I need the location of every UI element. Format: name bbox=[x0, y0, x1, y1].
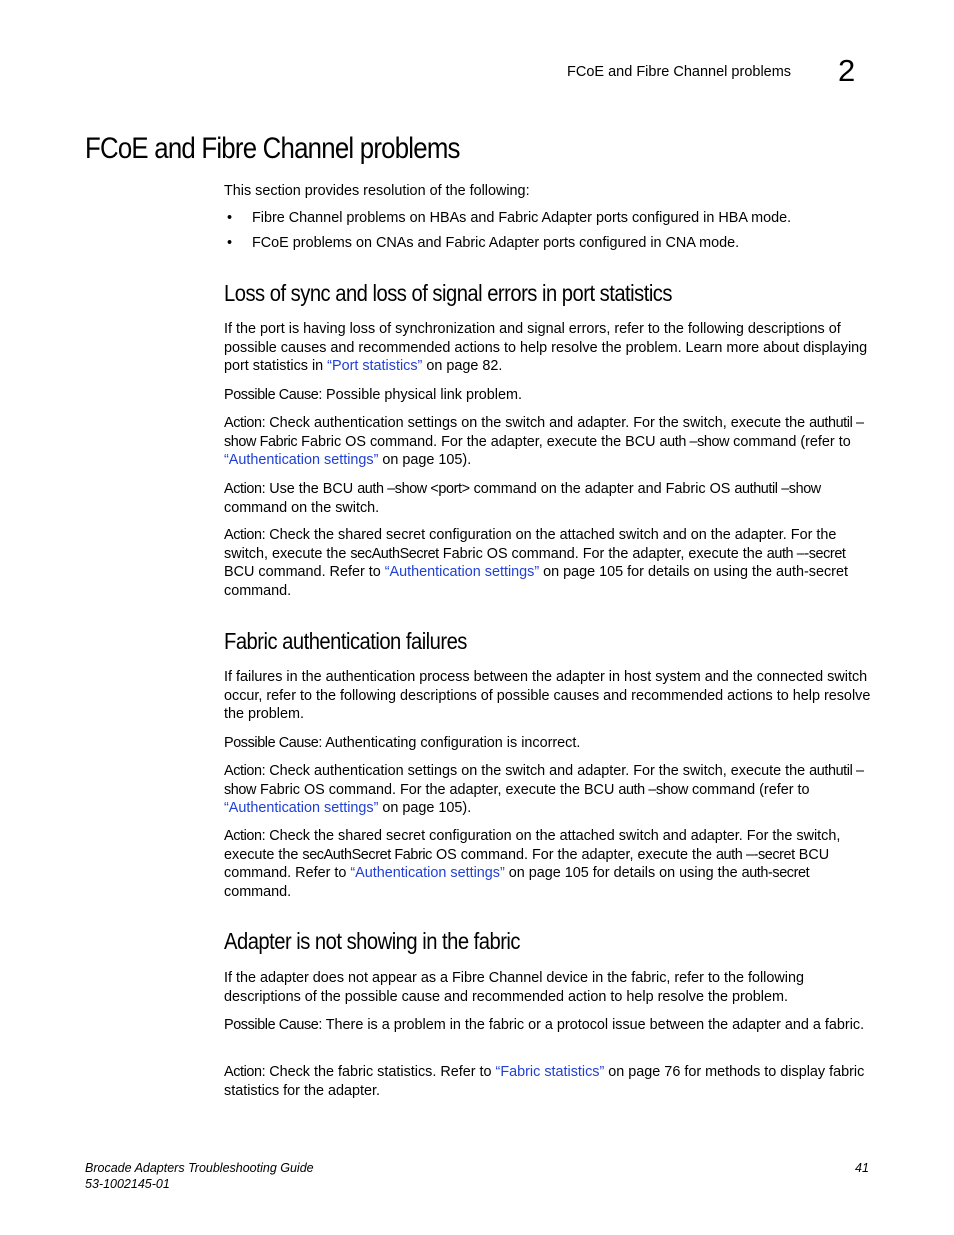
footer-page-number: 41 bbox=[855, 1161, 869, 1175]
link-authentication-settings[interactable]: “Authentication settings” bbox=[224, 452, 379, 469]
link-fabric-statistics[interactable]: “Fabric statistics” bbox=[495, 1064, 605, 1080]
command-text: auth –show <port> bbox=[357, 481, 470, 497]
possible-cause-label: Possible Cause: bbox=[224, 735, 322, 751]
chapter-number: 2 bbox=[838, 53, 856, 88]
action-item: Action: Use the BCU auth –show <port> command on the adapter and Fabric OS authutil –show command on the switch. bbox=[224, 481, 821, 516]
possible-cause: Possible Cause: Authenticating configuration is incorrect. bbox=[224, 735, 581, 751]
action-label: Action: bbox=[224, 763, 266, 779]
action-label: Action: bbox=[224, 1064, 266, 1080]
command-text: auth –show bbox=[659, 433, 730, 450]
footer-doc-number: 53-1002145-01 bbox=[85, 1177, 170, 1191]
action-item: Action: Check the shared secret configuration on the attached switch and adapter. For the switch, execute the secAuthSecret Fabric OS command. For the adapter, execute the auth –-secret BCU command. Refer to “Authentication settings” on page 105 for details on using the auth-secret command. bbox=[224, 828, 841, 901]
running-header-title: FCoE and Fibre Channel problems bbox=[567, 64, 792, 80]
command-text: auth –-secret bbox=[715, 846, 795, 863]
command-text: authutil –show bbox=[734, 481, 821, 497]
intro-text: This section provides resolution of the following: bbox=[224, 183, 530, 199]
link-port-statistics[interactable]: “Port statistics” bbox=[327, 358, 423, 375]
command-text: auth –-secret bbox=[766, 545, 846, 562]
action-label: Action: bbox=[224, 481, 266, 497]
action-item: Action: Check the fabric statistics. Refer to “Fabric statistics” on page 76 for methods to display fabric statistics for the adapter. bbox=[224, 1064, 865, 1099]
section-heading-fabric-auth-failures: Fabric authentication failures bbox=[224, 628, 467, 654]
command-text: auth-secret bbox=[741, 865, 810, 882]
bullet-marker: • bbox=[227, 210, 233, 226]
link-authentication-settings[interactable]: “Authentication settings” bbox=[384, 564, 540, 581]
action-item: Action: Check the shared secret configuration on the attached switch and on the adapter. For the switch, execute the secAuthSecret Fabric OS command. For the adapter, execute the auth –-secret BCU command. Refer to “Authentication settings” on page 105 for details on using the auth-secret command. bbox=[224, 527, 848, 600]
command-text: auth –show bbox=[618, 781, 688, 798]
intro-bullet-item: Fibre Channel problems on HBAs and Fabric Adapter ports configured in HBA mode. bbox=[252, 210, 792, 226]
action-item: Action: Check authentication settings on the switch and adapter. For the switch, execute the authutil –show Fabric OS command. For the adapter, execute the BCU auth –show command (refer to “Authentication settings” on page 105). bbox=[224, 763, 864, 817]
section-heading-loss-of-sync: Loss of sync and loss of signal errors in port statistics bbox=[224, 280, 672, 306]
action-label: Action: bbox=[224, 828, 266, 844]
footer-guide-title: Brocade Adapters Troubleshooting Guide bbox=[85, 1161, 314, 1175]
link-authentication-settings[interactable]: “Authentication settings” bbox=[224, 800, 379, 817]
possible-cause-label: Possible Cause: bbox=[224, 387, 322, 403]
bullet-marker: • bbox=[227, 235, 233, 251]
command-text: authutil –show bbox=[224, 763, 864, 798]
command-text: secAuthSecret bbox=[350, 545, 439, 562]
section-paragraph: If failures in the authentication process between the adapter in host system and the connected switch occur, refer to the following descriptions of possible causes and recommended actions to help resolve the problem. bbox=[224, 669, 871, 723]
command-text: authutil –show Fabric bbox=[224, 415, 864, 450]
action-label: Action: bbox=[224, 415, 266, 431]
intro-bullet-item: FCoE problems on CNAs and Fabric Adapter ports configured in CNA mode. bbox=[252, 235, 740, 251]
command-text: secAuthSecret Fabric bbox=[302, 846, 432, 863]
action-label: Action: bbox=[224, 527, 266, 543]
action-item: Action: Check authentication settings on the switch and adapter. For the switch, execute the authutil –show Fabric Fabric OS command. For the adapter, execute the BCU auth –show command (refer to “Authentication settings” on page 105). bbox=[224, 415, 864, 469]
possible-cause: Possible Cause: There is a problem in the fabric or a protocol issue between the adapter and a fabric. bbox=[224, 1017, 865, 1033]
possible-cause: Possible Cause: Possible physical link problem. bbox=[224, 387, 522, 403]
section-heading-adapter-not-showing: Adapter is not showing in the fabric bbox=[224, 928, 520, 954]
section-paragraph: If the port is having loss of synchronization and signal errors, refer to the following descriptions of possible causes and recommended actions to help resolve the problem. Learn more about displaying port statistics in “Port statistics” on page 82. bbox=[224, 321, 868, 375]
possible-cause-label: Possible Cause: bbox=[224, 1017, 322, 1033]
link-authentication-settings[interactable]: “Authentication settings” bbox=[350, 865, 505, 882]
page-title: FCoE and Fibre Channel problems bbox=[85, 132, 460, 165]
section-paragraph: If the adapter does not appear as a Fibre Channel device in the fabric, refer to the following descriptions of the possible cause and recommended action to help resolve the problem. bbox=[224, 970, 804, 1005]
